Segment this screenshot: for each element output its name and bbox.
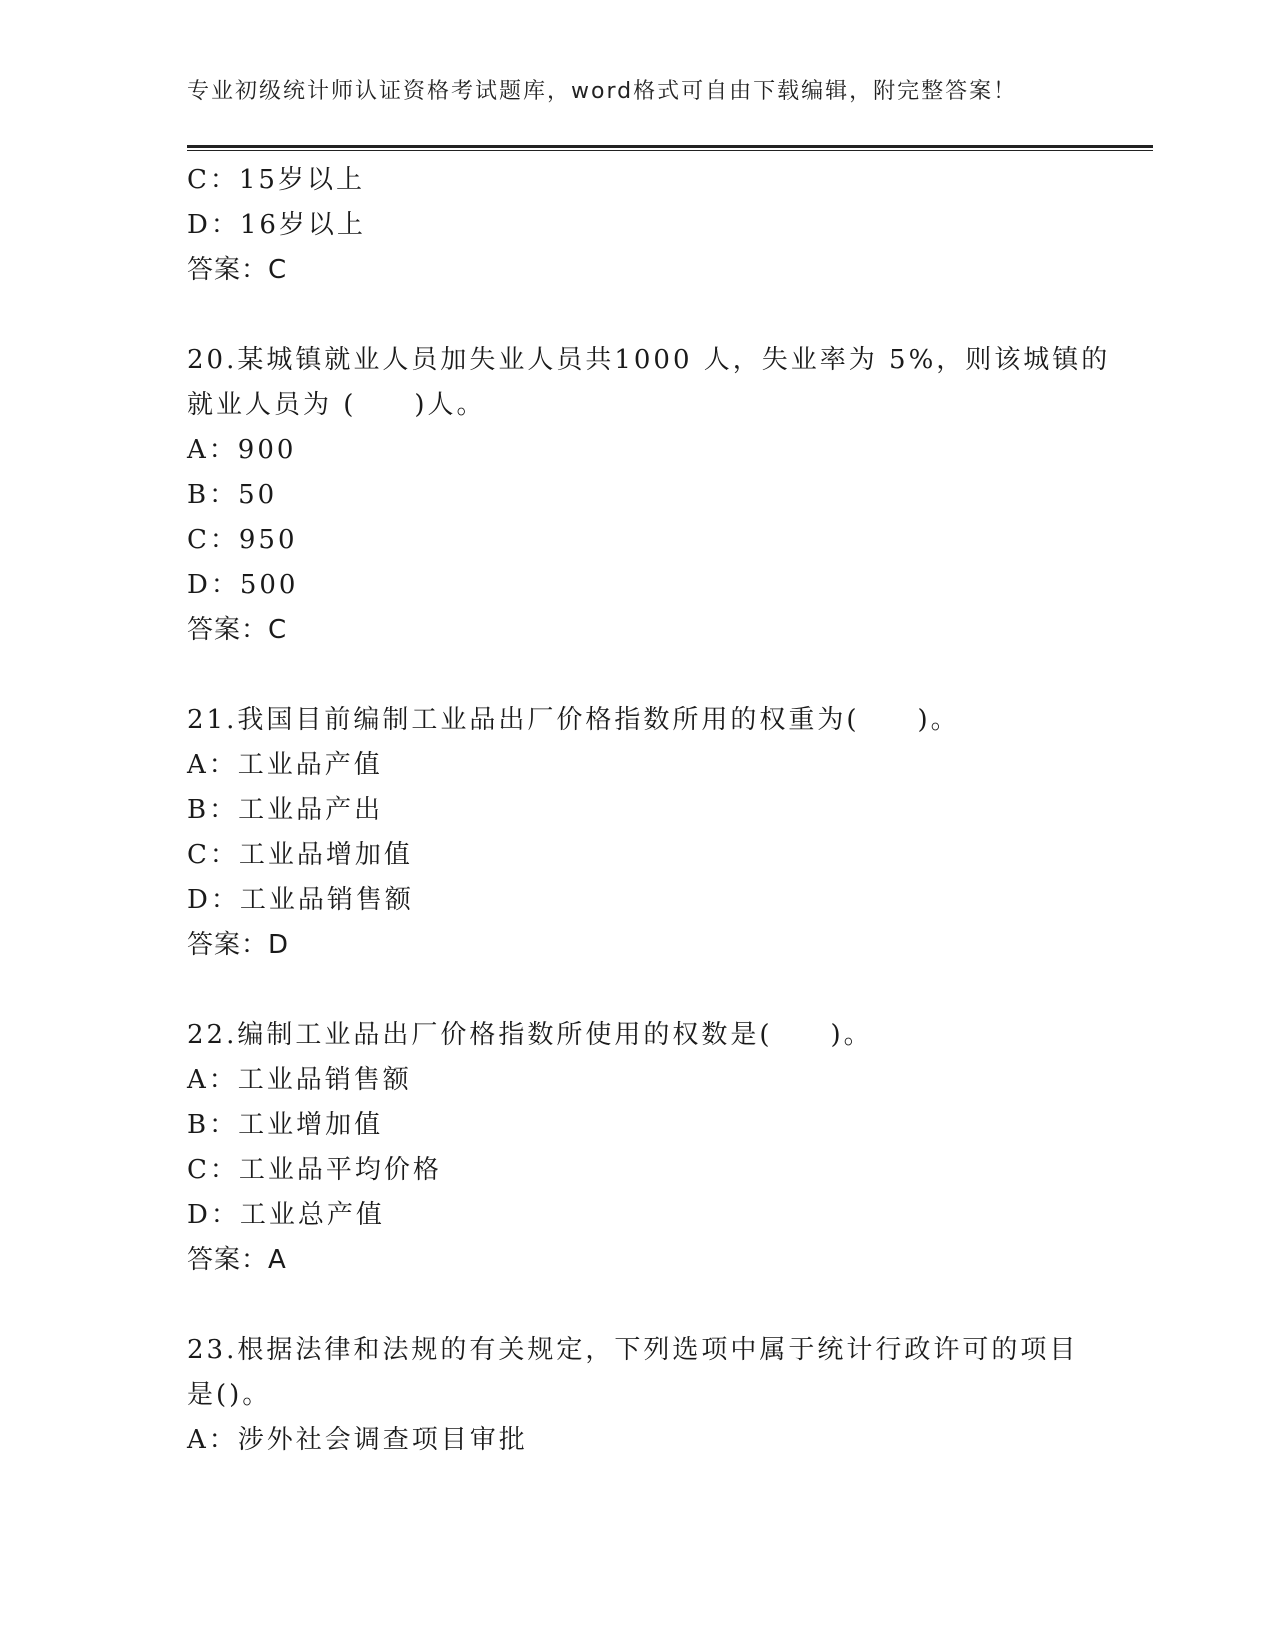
question-content [187,158,1111,1463]
option-a: A：工业品销售额 [187,1065,412,1095]
question-stem: 23.根据法律和法规的有关规定，下列选项中属于统计行政许可的项目 [187,1335,1079,1365]
option-c: C：15岁以上 [187,165,365,195]
question-stem: 20.某城镇就业人员加失业人员共1000 人，失业率为 5%，则该城镇的 [187,345,1111,375]
option-b: B：工业品产出 [187,795,384,825]
page-header: 专业初级统计师认证资格考试题库，word格式可自由下载编辑，附完整答案！ [187,79,1018,104]
question-stem: 21.我国目前编制工业品出厂价格指数所用的权重为( )。 [187,705,960,735]
question-stem: 22.编制工业品出厂价格指数所使用的权数是( )。 [187,1020,873,1050]
option-d: D：500 [187,570,299,600]
header-divider [187,145,1153,148]
option-a: A：工业品产值 [187,750,383,780]
option-d: D：工业总产值 [187,1200,385,1230]
option-d: D：16岁以上 [187,210,366,240]
question-stem: 是()。 [187,1380,272,1410]
option-a: A：900 [187,435,297,465]
option-c: C：工业品平均价格 [187,1155,442,1185]
option-d: D：工业品销售额 [187,885,414,915]
header-divider-thin [187,150,1153,151]
answer: 答案：A [187,1245,287,1275]
option-b: B：50 [187,480,278,510]
option-a: A：涉外社会调查项目审批 [187,1425,528,1455]
option-b: B：工业增加值 [187,1110,384,1140]
option-c: C：950 [187,525,298,555]
answer: 答案：D [187,930,290,960]
answer: 答案：C [187,255,288,285]
answer: 答案：C [187,615,288,645]
option-c: C：工业品增加值 [187,840,413,870]
question-stem: 就业人员为 ( )人。 [187,390,486,420]
